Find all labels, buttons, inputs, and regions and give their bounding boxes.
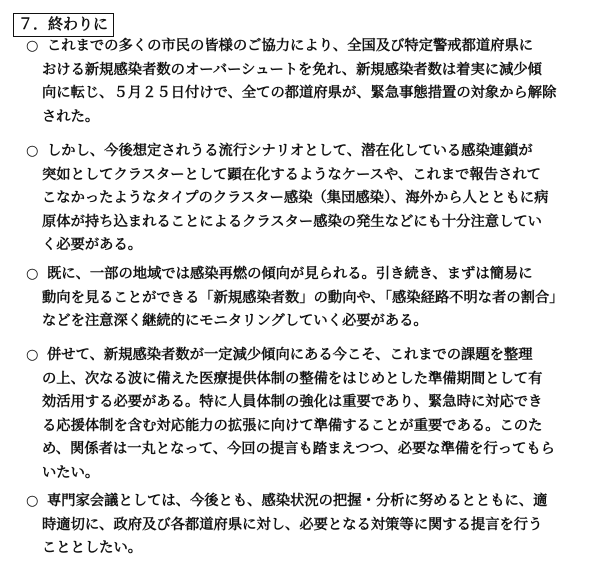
paragraph-line: 向に転じ、５月２５日付けで、全ての都道府県が、緊急事態措置の対象から解除 xyxy=(42,85,557,101)
paragraph-line: る応援体制を含む対応能力の拡張に向けて準備することが重要である。このた xyxy=(42,417,543,434)
paragraph-line: 原体が持ち込まれることによるクラスター感染の発生などにも十分注意してい xyxy=(42,213,542,230)
paragraph-line: 動向を見ることができる「新規感染者数」の動向や、「感染経路不明な者の割合」 xyxy=(42,289,564,306)
paragraph-line: 専門家会議としては、今後とも、感染状況の把握・分析に努めるとともに、適 xyxy=(47,493,548,509)
paragraph-line: こなかったようなタイプのクラスター感染（集団感染）、海外から人とともに病 xyxy=(42,190,549,206)
bullet-icon: ○ xyxy=(26,347,39,363)
paragraph-line: いたい。 xyxy=(42,464,100,481)
paragraph-line: こととしたい。 xyxy=(42,540,143,556)
paragraph xyxy=(26,344,582,485)
paragraph xyxy=(26,490,582,561)
bullet-icon: ○ xyxy=(26,143,39,159)
paragraph-line: 突如としてクラスターとして顕在化するようなケースや、これまで報告されて xyxy=(42,166,541,183)
section-heading: ７．終わりに xyxy=(13,13,114,37)
paragraph-line: め、関係者は一丸となって、今回の提言も踏まえつつ、必要な準備を行ってもら xyxy=(42,441,555,457)
paragraph-line: の上、次なる波に備えた医療提供体制の整備をはじめとした準備期間として有 xyxy=(42,370,543,387)
bullet-icon: ○ xyxy=(26,38,39,54)
paragraph-line: された。 xyxy=(42,108,100,125)
paragraph-line: 効活用する必要がある。特に人員体制の強化は重要であり、緊急時に対応でき xyxy=(42,394,543,410)
paragraph xyxy=(26,140,582,258)
bullet-icon: ○ xyxy=(26,266,39,282)
paragraph xyxy=(26,35,582,129)
paragraph-line: 併せて、新規感染者数が一定減少傾向にある今こそ、これまでの課題を整理 xyxy=(47,347,533,363)
paragraph-line: おける新規感染者数のオーバーシュートを免れ、新規感染者数は着実に減少傾 xyxy=(42,61,542,78)
paragraph-line: 時適切に、政府及び各都道府県に対し、必要となる対策等に関する提言を行う xyxy=(42,516,543,533)
paragraph-line: しかし、今後想定されうる流行シナリオとして、潜在化している感染連鎖が xyxy=(47,143,533,159)
paragraph-line: これまでの多くの市民の皆様のご協力により、全国及び特定警戒都道府県に xyxy=(47,38,534,54)
paragraph-line: 既に、一部の地域では感染再燃の傾向が見られる。引き続き、まずは簡易に xyxy=(47,266,533,282)
paragraph-line: く必要がある。 xyxy=(42,237,143,253)
paragraph xyxy=(26,263,582,334)
bullet-icon: ○ xyxy=(26,493,39,509)
paragraph-line: などを注意深く継続的にモニタリングしていく必要がある。 xyxy=(42,313,428,329)
